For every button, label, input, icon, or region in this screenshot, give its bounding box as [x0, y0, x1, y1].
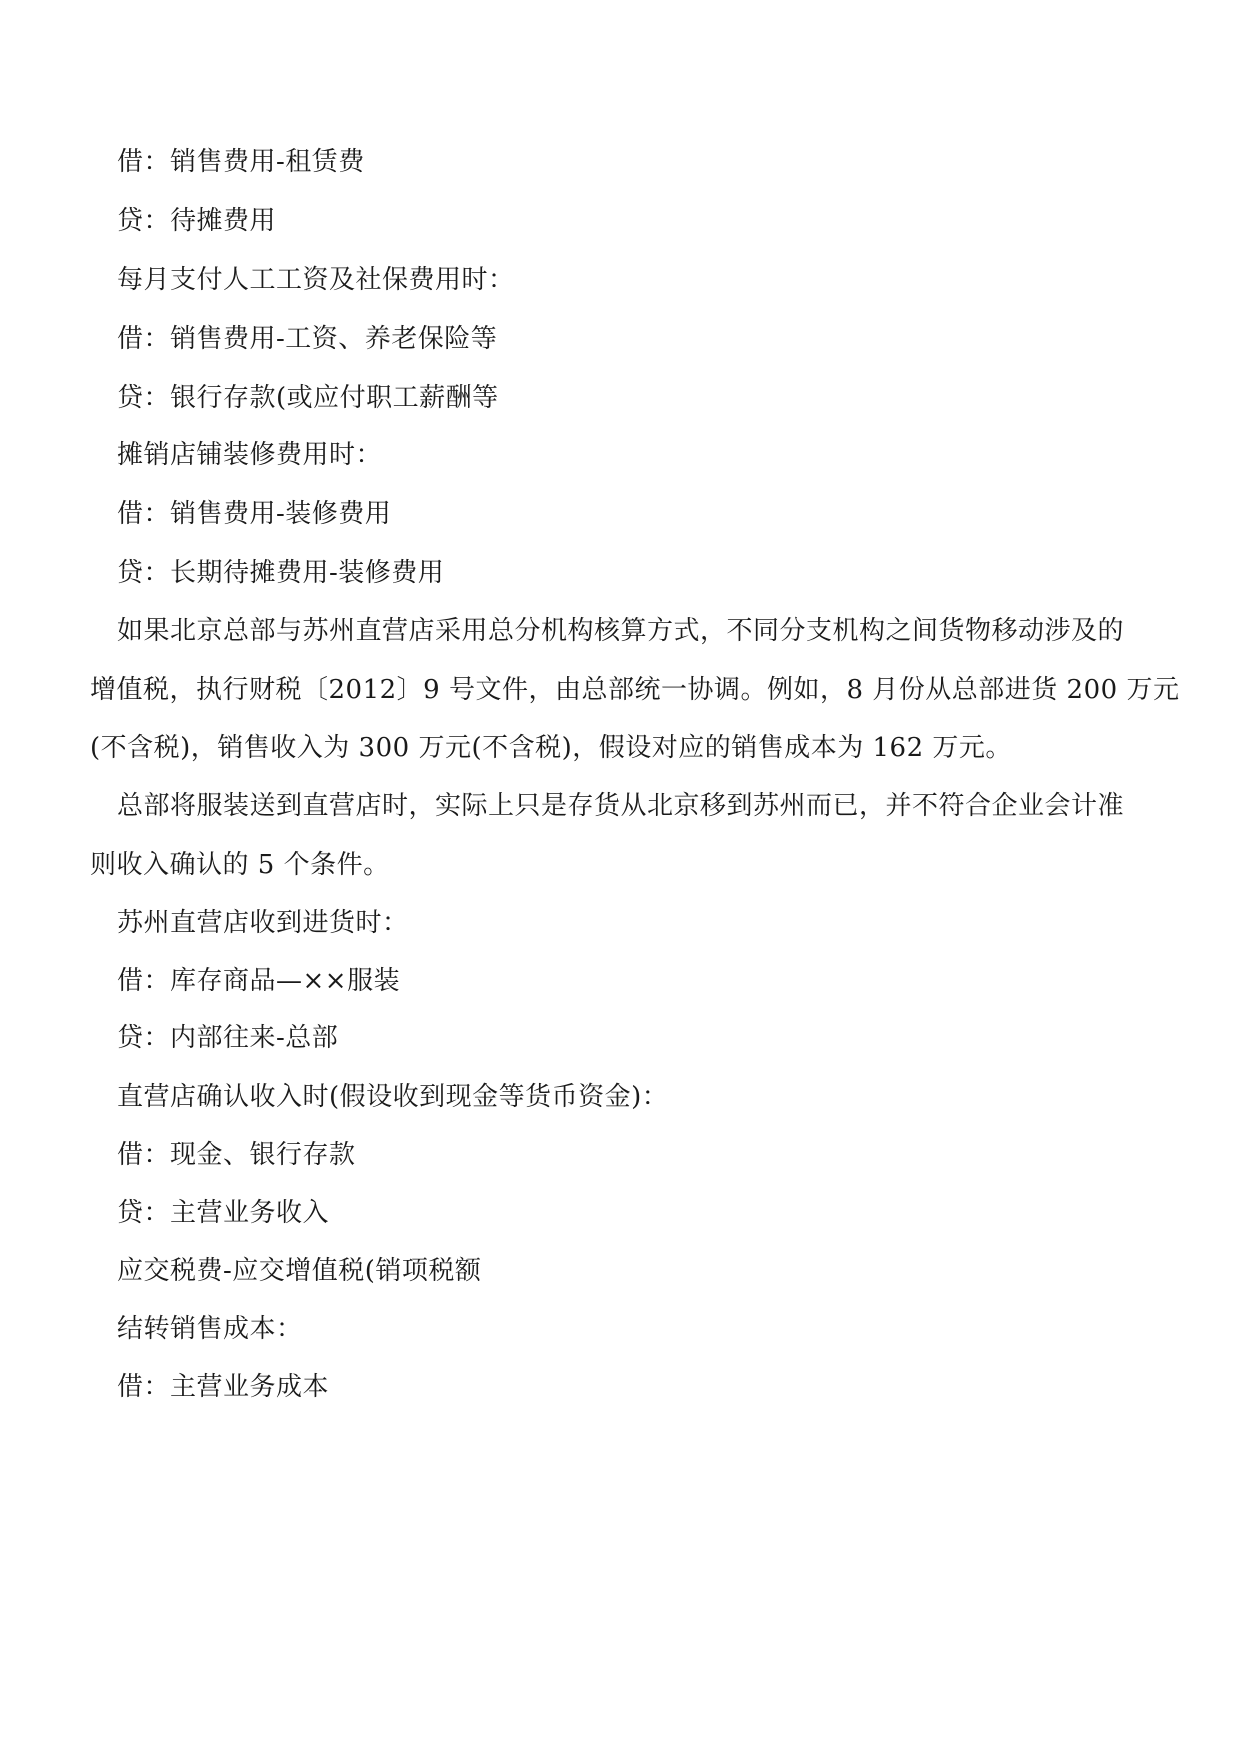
text-line: 则收入确认的 5 个条件。	[90, 850, 390, 880]
text-line: 摊销店铺装修费用时：	[117, 440, 383, 470]
text-line: 贷：长期待摊费用-装修费用	[117, 558, 445, 588]
text-line: 借：现金、银行存款	[117, 1140, 356, 1170]
text-line: 贷：主营业务收入	[117, 1198, 330, 1228]
text-line: 借：库存商品—××服装	[117, 966, 401, 996]
text-line: 借：销售费用-装修费用	[117, 499, 392, 529]
text-line: 苏州直营店收到进货时：	[117, 908, 409, 938]
text-line: 总部将服装送到直营店时，实际上只是存货从北京移到苏州而已，并不符合企业会计准	[117, 791, 1125, 821]
text-line: 借：销售费用-工资、养老保险等	[117, 324, 498, 354]
text-line: 如果北京总部与苏州直营店采用总分机构核算方式，不同分支机构之间货物移动涉及的	[117, 616, 1125, 646]
text-line: 贷：待摊费用	[117, 206, 277, 236]
text-line: 每月支付人工工资及社保费用时：	[117, 265, 515, 295]
text-line: 借：主营业务成本	[117, 1372, 330, 1402]
text-line: 直营店确认收入时(假设收到现金等货币资金)：	[117, 1082, 669, 1112]
text-line: 贷：内部往来-总部	[117, 1023, 339, 1053]
text-line: (不含税)，销售收入为 300 万元(不含税)，假设对应的销售成本为 162 万元。	[90, 733, 1012, 763]
text-line: 增值税，执行财税〔2012〕9 号文件，由总部统一协调。例如，8 月份从总部进货 200 万元	[90, 675, 1180, 705]
text-line: 借：销售费用-租赁费	[117, 147, 365, 177]
text-line: 应交税费-应交增值税(销项税额	[117, 1256, 482, 1286]
text-line: 贷：银行存款(或应付职工薪酬等	[117, 383, 499, 413]
text-line: 结转销售成本：	[117, 1314, 303, 1344]
